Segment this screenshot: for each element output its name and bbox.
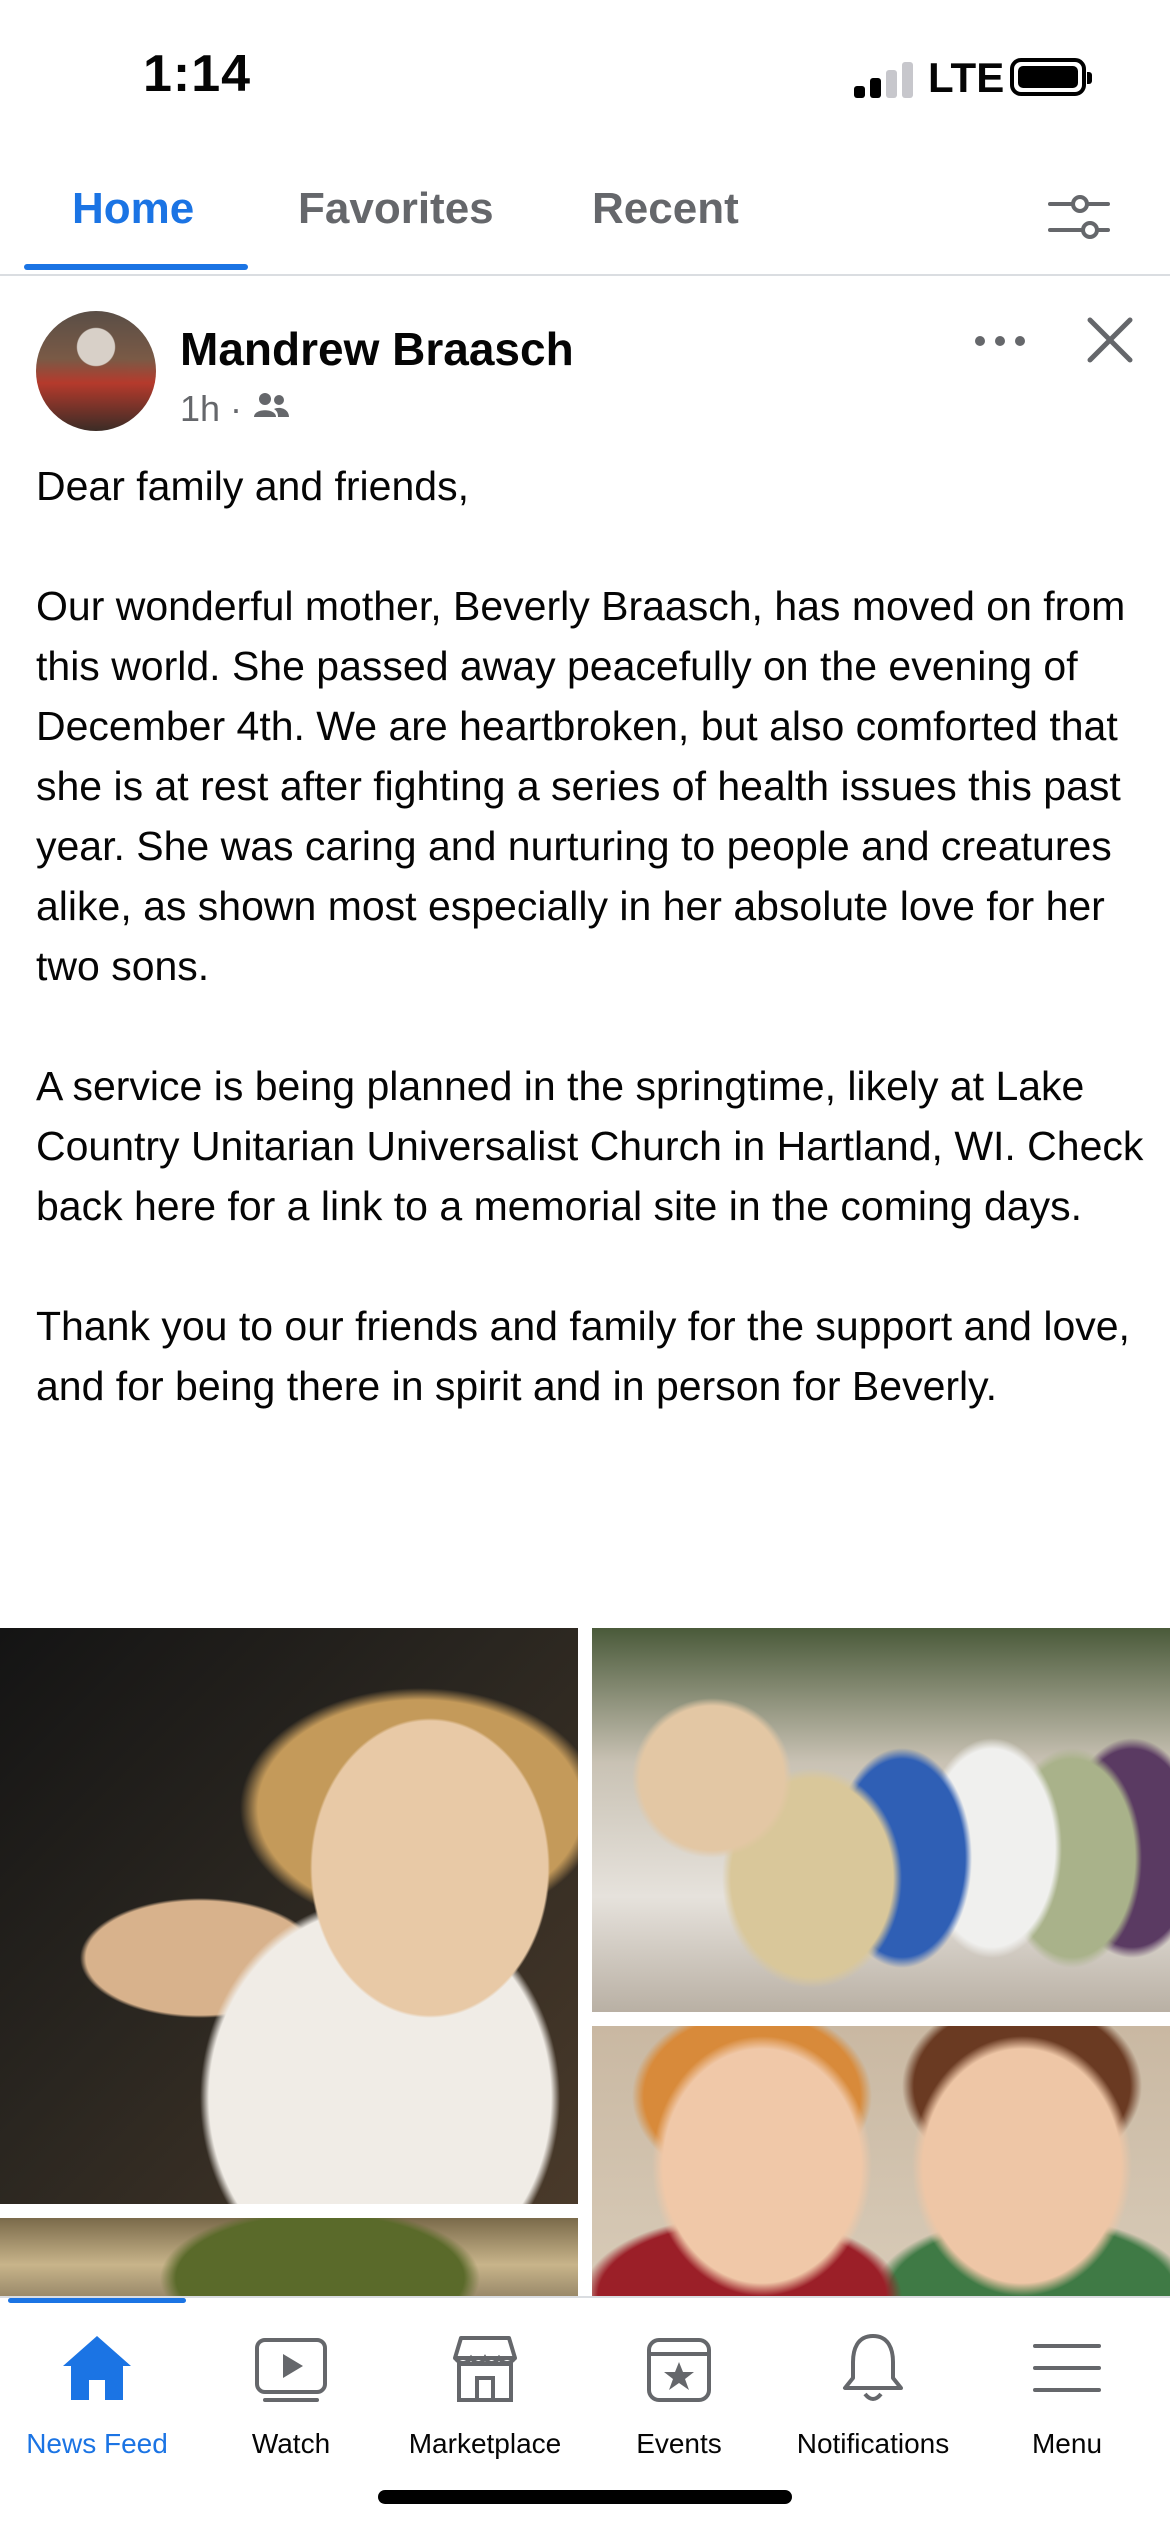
nav-label: Notifications <box>796 2428 950 2459</box>
nav-news-feed[interactable] <box>0 2328 194 2460</box>
nav-label: Menu <box>1031 2428 1103 2459</box>
post-paragraph: A service is being planned in the springtime, likely at Lake Country Unitarian Universalist Church in Hartland, WI. Check back here for a link to a memorial site in the coming days. <box>36 1063 1144 1229</box>
tab-recent[interactable]: Recent <box>592 184 739 233</box>
post-photo[interactable] <box>0 1628 578 2204</box>
more-options-icon[interactable] <box>970 318 1030 364</box>
nav-watch[interactable] <box>194 2328 388 2460</box>
active-nav-indicator <box>8 2298 186 2303</box>
post-author[interactable]: Mandrew Braasch <box>180 323 574 375</box>
nav-menu[interactable] <box>970 2328 1164 2460</box>
nav-notifications[interactable] <box>776 2328 970 2460</box>
home-icon <box>57 2328 137 2408</box>
nav-label: Watch <box>251 2428 331 2459</box>
close-icon[interactable] <box>1080 310 1140 370</box>
battery-icon <box>1010 58 1086 96</box>
tab-favorites[interactable]: Favorites <box>298 184 494 233</box>
active-tab-indicator <box>24 264 248 270</box>
nav-label: Marketplace <box>408 2428 562 2459</box>
marketplace-icon <box>445 2328 525 2408</box>
post-time[interactable]: 1h <box>180 388 221 429</box>
feed-filter-icon[interactable] <box>1046 184 1112 250</box>
status-time: 1:14 <box>143 45 252 103</box>
post-body <box>36 456 1146 1476</box>
watch-icon <box>251 2328 331 2408</box>
home-indicator[interactable] <box>378 2490 792 2504</box>
nav-label: News Feed <box>26 2428 168 2459</box>
nav-label: Events <box>636 2428 722 2459</box>
tab-home[interactable]: Home <box>72 184 195 233</box>
post-paragraph: Dear family and friends, <box>36 463 469 509</box>
events-icon <box>639 2328 719 2408</box>
author-avatar[interactable] <box>36 311 156 431</box>
post-paragraph: Our wonderful mother, Beverly Braasch, has moved on from this world. She passed away peacefully on the evening of December 4th. We are heartbroken, but also comforted that she is at rest after fighting a series of health issues this past year. She was caring and nurturing to people and creatures alike, as shown most especially in her absolute love for her two sons. <box>36 583 1126 989</box>
friends-icon <box>252 388 290 430</box>
post-photo[interactable] <box>592 2026 1170 2296</box>
status-bar <box>0 0 1170 150</box>
feed-tabs <box>0 160 1170 276</box>
network-type: LTE <box>928 54 1005 101</box>
post-meta <box>180 388 290 430</box>
nav-events[interactable] <box>582 2328 776 2460</box>
post-photo[interactable] <box>592 1628 1170 2012</box>
menu-icon <box>1027 2328 1107 2408</box>
meta-separator: · <box>230 388 243 429</box>
post-photo[interactable] <box>0 2218 578 2296</box>
signal-icon <box>854 60 916 98</box>
bell-icon <box>833 2328 913 2408</box>
nav-marketplace[interactable] <box>388 2328 582 2460</box>
post-paragraph: Thank you to our friends and family for the support and love, and for being there in spirit and in person for Beverly. <box>36 1303 1130 1409</box>
